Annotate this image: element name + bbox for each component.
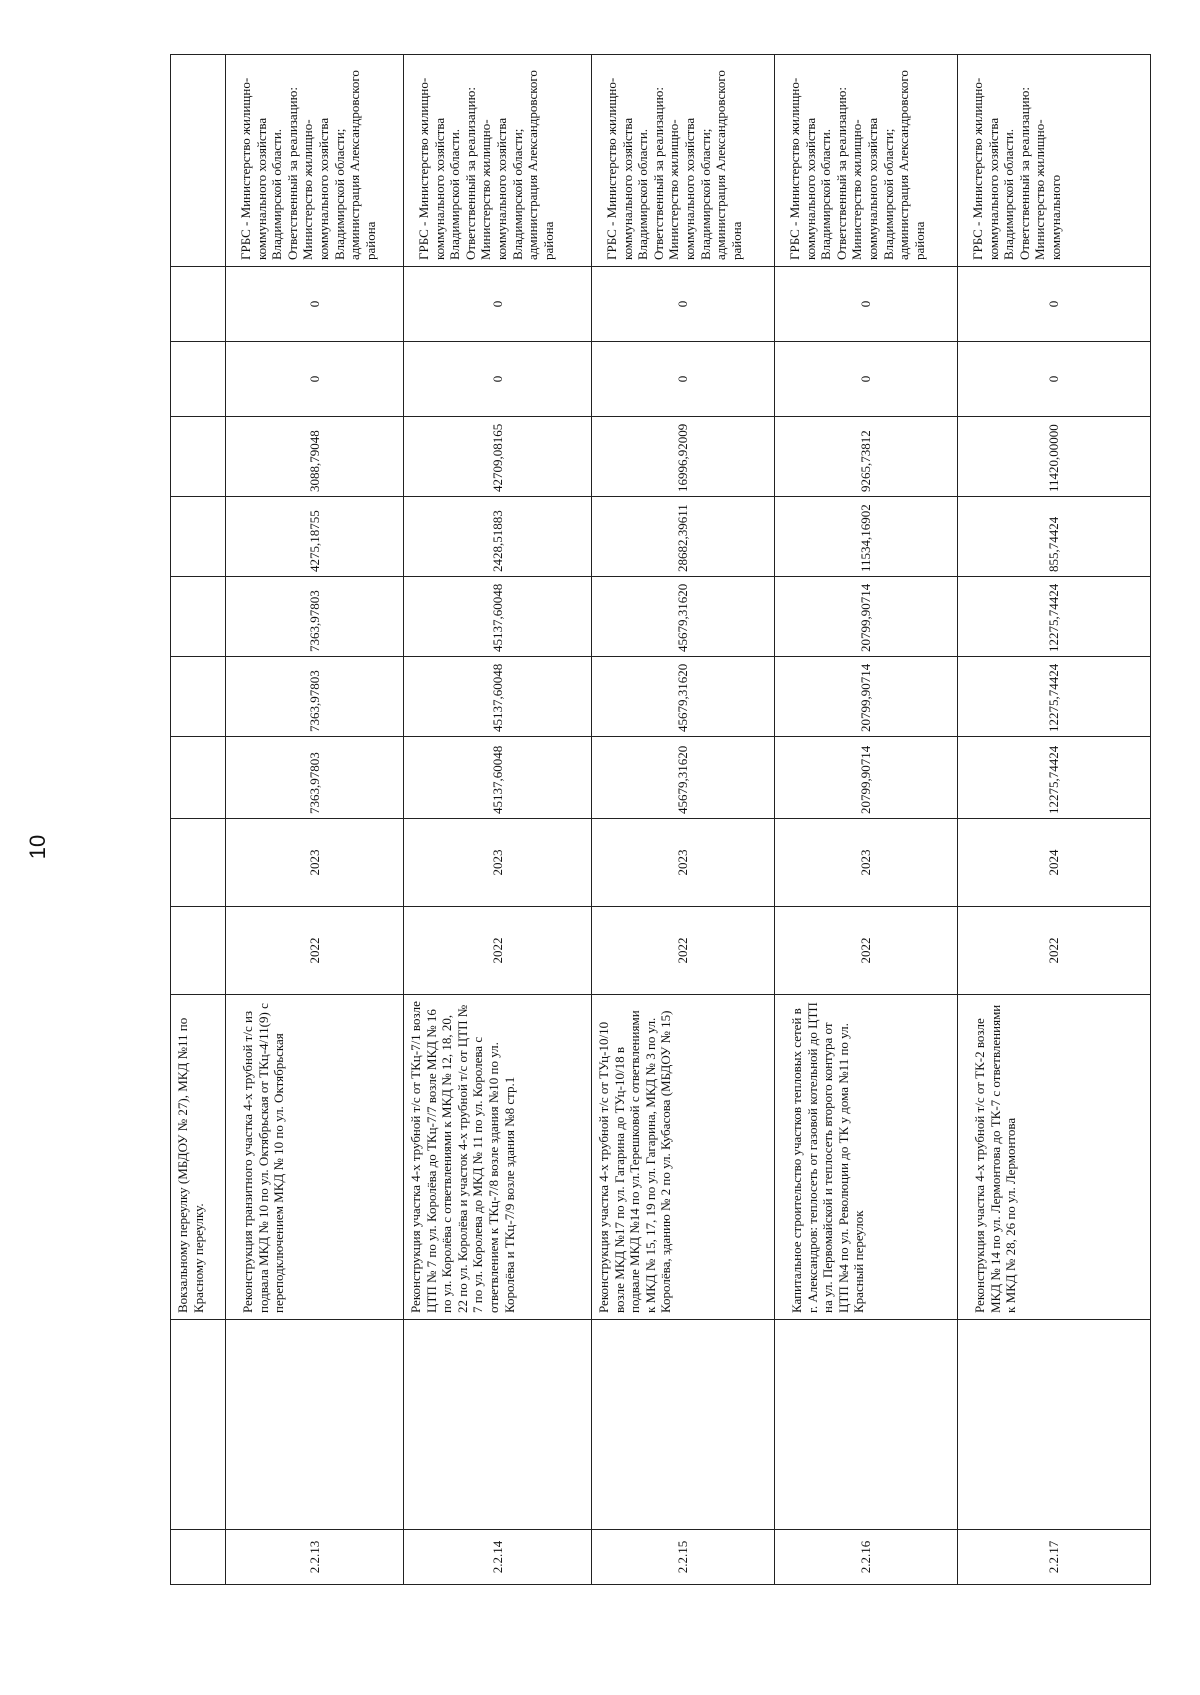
cell-start-year: 2022	[592, 907, 775, 995]
cell-2022: 11534,16902	[775, 497, 958, 577]
cell-2025: 0	[775, 267, 958, 342]
cell-2024: 0	[404, 342, 592, 417]
cell-2023: 42709,08165	[404, 417, 592, 497]
cell-id: 2.2.16	[775, 1530, 958, 1585]
cell-empty	[171, 55, 226, 267]
cell-name: Реконструкция участка 4-х трубной т/с от ТК-2 возле МКД № 14 по ул. Лермонтова до ТК-7 с ответвлениями к МКД № 28, 26 по ул. Лермонтова	[958, 995, 1151, 1320]
cell-budget-1: 45137,60048	[404, 657, 592, 737]
cell-budget-2: 45679,31620	[592, 577, 775, 657]
cell-2024: 0	[226, 342, 404, 417]
cell-empty	[171, 577, 226, 657]
cell-responsible: ГРБС - Министерство жилищно-коммунального хозяйства Владимирской области. Ответственный за реализацию: Министерство жилищно-коммунального хозяйства Владимирской области; администрация Александровского района	[592, 55, 775, 267]
cell-name: Реконструкция транзитного участка 4-х трубной т/с из подвала МКД № 10 по ул. Октябрьская от ТКц-4/11(9) с переподключением МКД № 10 по ул. Октябрьская	[226, 995, 404, 1320]
cell-2025: 0	[592, 267, 775, 342]
cell-name: Реконструкция участка 4-х трубной т/с от ТКц-7/1 возле ЦТП № 7 по ул. Королёва до ТКц-7/7 возле МКД № 16 по ул. Королёва с ответвлениями к МКД № 12, 18, 20, 22 по ул. Королёва и участок 4-х трубной т/с от ЦТП № 7 по ул. Королева до МКД № 11 по ул. Королева с ответвлением к ТКц-7/8 возле здания №10 по ул. Королёва и ТКц-7/9 возле здания №8 стр.1	[404, 995, 592, 1320]
cell-2025: 0	[958, 267, 1151, 342]
cell-total: 20799,90714	[775, 737, 958, 819]
cell-budget-1: 12275,74424	[958, 657, 1151, 737]
cell-2022: 4275,18755	[226, 497, 404, 577]
cell-id: 2.2.13	[226, 1530, 404, 1585]
cell-end-year: 2023	[226, 819, 404, 907]
cell-budget-1: 7363,97803	[226, 657, 404, 737]
table-row	[226, 55, 404, 1585]
cell-empty	[592, 1320, 775, 1530]
cell-budget-2: 20799,90714	[775, 577, 958, 657]
cell-empty	[171, 342, 226, 417]
cell-2023: 16996,92009	[592, 417, 775, 497]
program-table	[170, 54, 1151, 1585]
cell-budget-2: 12275,74424	[958, 577, 1151, 657]
cell-empty	[171, 267, 226, 342]
cell-budget-2: 7363,97803	[226, 577, 404, 657]
cell-responsible: ГРБС - Министерство жилищно-коммунального хозяйства Владимирской области. Ответственный за реализацию: Министерство жилищно-коммунального	[958, 55, 1151, 267]
cell-empty	[171, 417, 226, 497]
cell-id: 2.2.17	[958, 1530, 1151, 1585]
cell-total: 45679,31620	[592, 737, 775, 819]
cell-2025: 0	[226, 267, 404, 342]
cell-start-year: 2022	[404, 907, 592, 995]
cell-empty	[171, 1530, 226, 1585]
cell-empty	[958, 1320, 1151, 1530]
cell-start-year: 2022	[775, 907, 958, 995]
cell-empty	[171, 737, 226, 819]
page-number: 10	[25, 834, 51, 860]
cell-total: 7363,97803	[226, 737, 404, 819]
cell-empty	[775, 1320, 958, 1530]
cell-responsible: ГРБС - Министерство жилищно-коммунального хозяйства Владимирской области. Ответственный за реализацию: Министерство жилищно-коммунального хозяйства Владимирской области; администрация Александровского района	[226, 55, 404, 267]
table-row-continuation	[171, 55, 226, 1585]
table-row	[592, 55, 775, 1585]
cell-2023: 11420,00000	[958, 417, 1151, 497]
rotated-table	[170, 55, 1150, 1585]
cell-end-year: 2023	[775, 819, 958, 907]
table-area	[170, 55, 1150, 1585]
cell-end-year: 2023	[592, 819, 775, 907]
cell-total: 45137,60048	[404, 737, 592, 819]
cell-responsible: ГРБС - Министерство жилищно-коммунального хозяйства Владимирской области. Ответственный за реализацию: Министерство жилищно-коммунального хозяйства Владимирской области; администрация Александровского района	[775, 55, 958, 267]
cell-id: 2.2.14	[404, 1530, 592, 1585]
cell-2024: 0	[592, 342, 775, 417]
cell-2025: 0	[404, 267, 592, 342]
cell-2024: 0	[775, 342, 958, 417]
table-row	[775, 55, 958, 1585]
cell-empty	[404, 1320, 592, 1530]
table-row	[404, 55, 592, 1585]
table-row	[958, 55, 1151, 1585]
cell-name: Капитальное строительство участков тепловых сетей в г. Александров: теплосеть от газовой котельной до ЦТП на ул. Первомайской и теплосеть второго контура от ЦТП №4 по ул. Революции до ТК у дома №11 по ул. Красный переулок	[775, 995, 958, 1320]
cell-empty	[171, 657, 226, 737]
cell-budget-1: 20799,90714	[775, 657, 958, 737]
cell-budget-2: 45137,60048	[404, 577, 592, 657]
cell-2024: 0	[958, 342, 1151, 417]
cell-end-year: 2023	[404, 819, 592, 907]
cell-empty	[171, 497, 226, 577]
cell-start-year: 2022	[226, 907, 404, 995]
cell-end-year: 2024	[958, 819, 1151, 907]
cell-responsible: ГРБС - Министерство жилищно-коммунального хозяйства Владимирской области. Ответственный за реализацию: Министерство жилищно-коммунального хозяйства Владимирской области; администрация Александровского района	[404, 55, 592, 267]
cell-name: Вокзальному переулку (МБДОУ № 27), МКД №11 по Красному переулку.	[171, 995, 226, 1320]
cell-start-year: 2022	[958, 907, 1151, 995]
cell-empty	[226, 1320, 404, 1530]
cell-2023: 9265,73812	[775, 417, 958, 497]
cell-empty	[171, 1320, 226, 1530]
cell-2022: 855,74424	[958, 497, 1151, 577]
cell-budget-1: 45679,31620	[592, 657, 775, 737]
cell-id: 2.2.15	[592, 1530, 775, 1585]
cell-name: Реконструкция участка 4-х трубной т/с от ТУц-10/10 возле МКД №17 по ул. Гагарина до ТУц-10/18 в подвале МКД №14 по ул.Терешковой с ответвлениями к МКД № 15, 17, 19 по ул. Гагарина, МКД № 3 по ул. Королёва, зданию № 2 по ул. Кубасова (МБДОУ № 15)	[592, 995, 775, 1320]
cell-2022: 28682,39611	[592, 497, 775, 577]
cell-2022: 2428,51883	[404, 497, 592, 577]
cell-empty	[171, 819, 226, 907]
cell-total: 12275,74424	[958, 737, 1151, 819]
cell-2023: 3088,79048	[226, 417, 404, 497]
cell-empty	[171, 907, 226, 995]
